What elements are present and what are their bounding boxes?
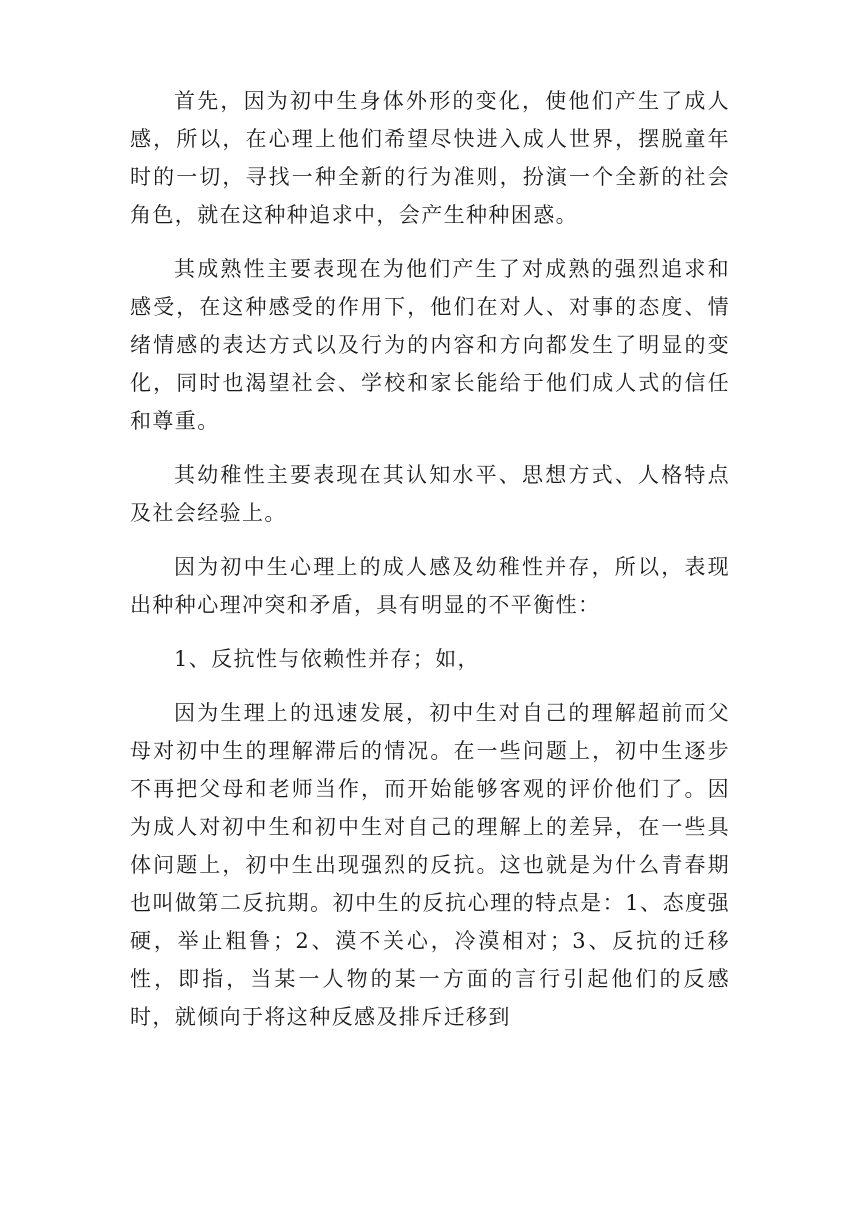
paragraph-item-1-heading: 1、反抗性与依赖性并存；如， [174,647,480,671]
paragraph-naivety: 其幼稚性主要表现在其认知水平、思想方式、人格特点及社会经验上。 [130,463,730,525]
paragraph-maturity: 其成熟性主要表现在为他们产生了对成熟的强烈追求和感受，在这种感受的作用下，他们在对人、对事的态度、情绪情感的表达方式以及行为的内容和方向都发生了明显的变化，同时也渴望社会、学校和家长能给于他们成人式的信任和尊重。 [130,257,730,433]
paragraph-adult-sense: 首先，因为初中生身体外形的变化，使他们产生了成人感，所以，在心理上他们希望尽快进入成人世界，摆脱童年时的一切，寻找一种全新的行为准则，扮演一个全新的社会角色，就在这种种追求中，会产生种种困惑。 [130,89,730,227]
paragraph-conflict: 因为初中生心理上的成人感及幼稚性并存，所以，表现出种种心理冲突和矛盾，具有明显的不平衡性： [130,555,730,617]
paragraph-rebellion: 因为生理上的迅速发展，初中生对自己的理解超前而父母对初中生的理解滞后的情况。在一些问题上，初中生逐步不再把父母和老师当作，而开始能够客观的评价他们了。因为成人对初中生和初中生对自己的理解上的差异，在一些具体问题上，初中生出现强烈的反抗。这也就是为什么青春期也叫做第二反抗期。初中生的反抗心理的特点是：1、态度强硬，举止粗鲁；2、漠不关心，冷漠相对；3、反抗的迁移性，即指，当某一人物的某一方面的言行引起他们的反感时，就倾向于将这种反感及排斥迁移到 [130,701,730,1029]
document-body [130,82,730,1036]
